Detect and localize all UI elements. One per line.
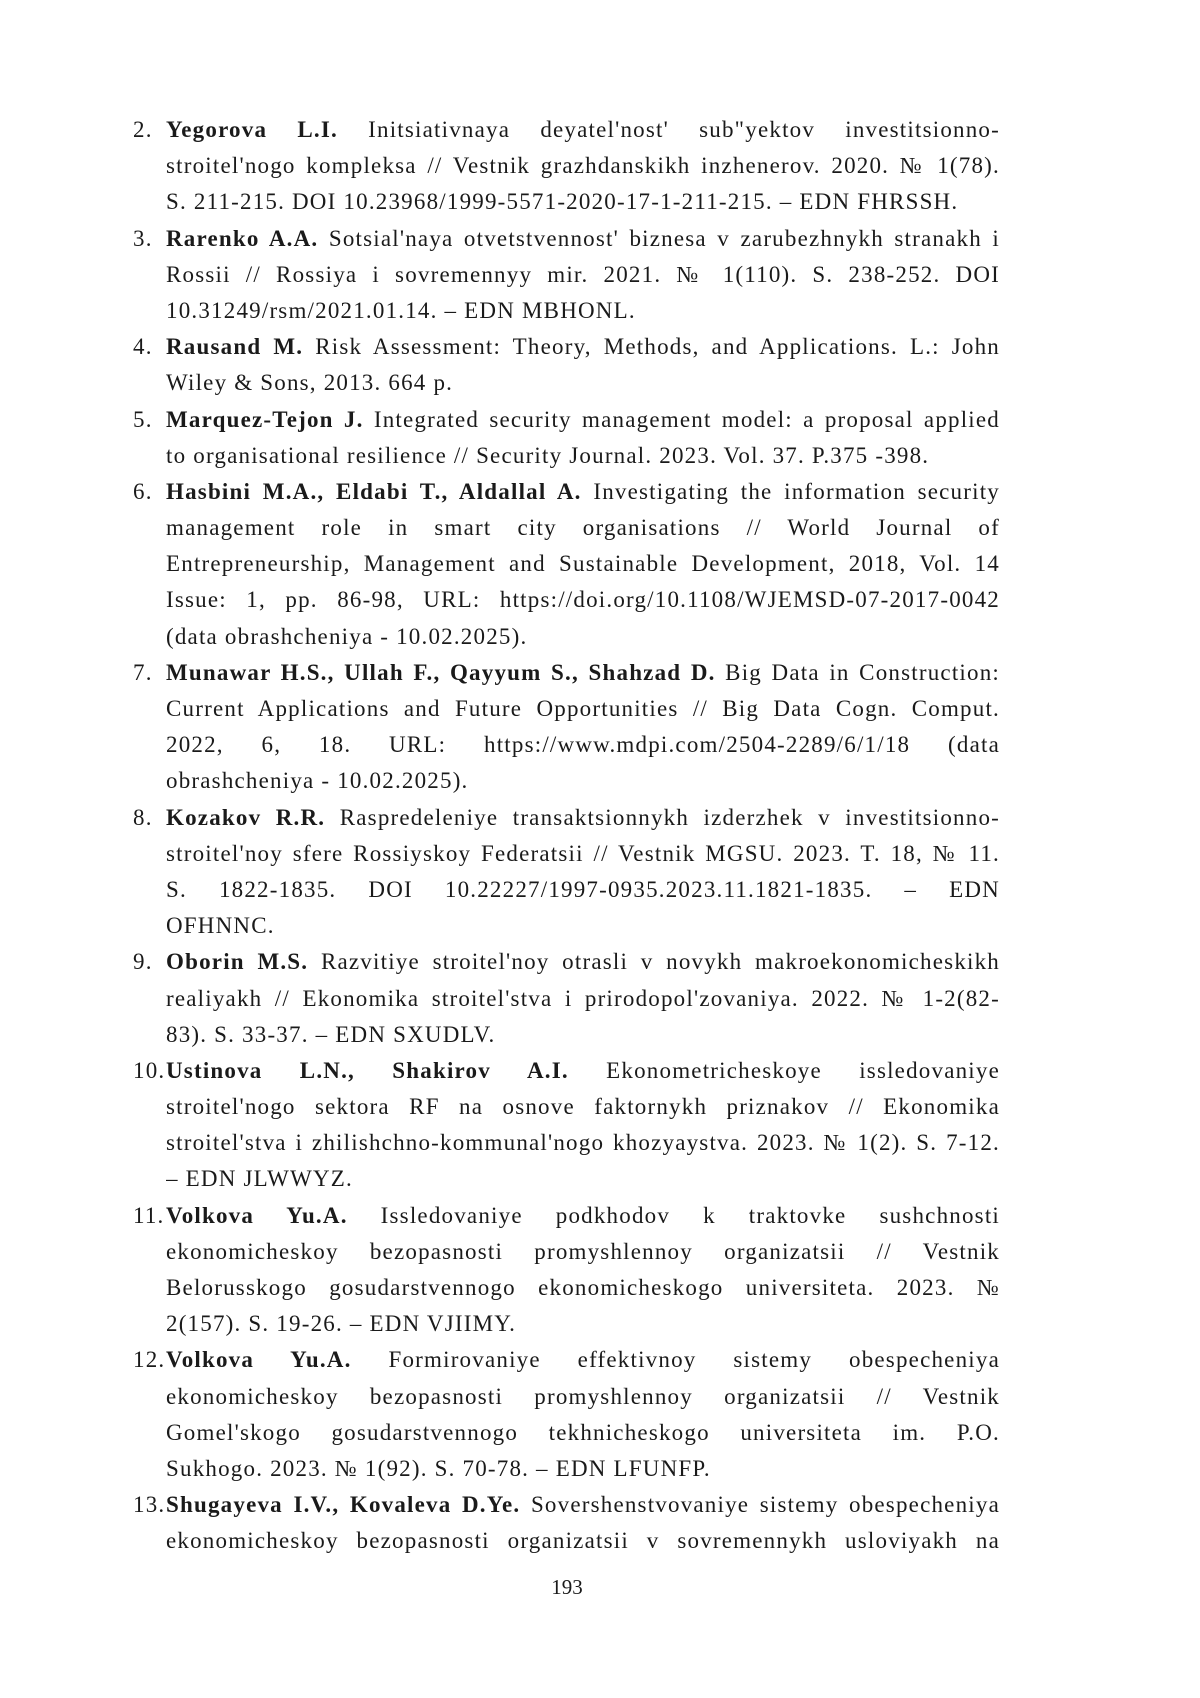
reference-line [166,1487,1000,1523]
reference-line-text: Issledovaniye podkhodov k traktovke sushchnosti [380,1202,1000,1228]
reference-text [166,944,1000,1053]
reference-line: stroitel'nogo sektora RF na osnove faktornykh priznakov // Ekonomika [166,1094,1000,1120]
reference-line: stroitel'nogo kompleksa // Vestnik grazhdanskikh inzhenerov. 2020. № 1(78). [166,153,1000,179]
reference-item [133,655,1000,800]
reference-line: – EDN JLWWYZ. [166,1166,353,1192]
reference-authors: Ustinova L.N., Shakirov A.I. [166,1057,569,1083]
reference-text [166,1342,1000,1487]
reference-text [166,221,1000,330]
reference-authors: Oborin M.S. [166,949,309,975]
reference-authors: Rausand M. [166,334,304,360]
reference-item [133,402,1000,474]
reference-line-text: Investigating the information security [593,478,1000,504]
reference-number: 9. [133,949,153,975]
reference-line: ekonomicheskoy bezopasnosti promyshlennoy organizatsii // Vestnik [166,1383,1000,1409]
reference-line: stroitel'stva i zhilishchno-kommunal'nogo khozyaystva. 2023. № 1(2). S. 7-12. [166,1130,1000,1156]
reference-line-text: Ekonometricheskoye issledovaniye [606,1057,1000,1083]
reference-line-text: Raspredeleniye transaktsionnykh izderzhek v investitsionno- [339,804,1000,830]
reference-line [166,1342,1000,1378]
reference-line [166,655,1000,691]
reference-number: 12. [133,1347,166,1373]
reference-line: Rossii // Rossiya i sovremennyy mir. 2021. № 1(110). S. 238-252. DOI [166,261,1000,287]
reference-authors: Rarenko A.A. [166,225,319,251]
reference-number: 10. [133,1057,166,1083]
reference-number: 3. [133,225,153,251]
reference-authors: Volkova Yu.A. [166,1202,348,1228]
reference-line: management role in smart city organisations // World Journal of [166,515,1000,541]
reference-line [166,474,1000,510]
reference-number: 7. [133,659,153,685]
reference-item [133,944,1000,1053]
reference-line-text: Initsiativnaya deyatel'nost' sub"yektov investitsionno- [368,117,1000,142]
reference-line: 2022, 6, 18. URL: https://www.mdpi.com/2504-2289/6/1/18 (data [166,732,1000,758]
reference-text [166,474,1000,655]
reference-line-text: Big Data in Construction: [725,659,1000,685]
reference-line: 2(157). S. 19-26. – EDN VJIIMY. [166,1311,517,1337]
reference-text [166,655,1000,800]
reference-line: stroitel'noy sfere Rossiyskoy Federatsii // Vestnik MGSU. 2023. T. 18, № 11. [166,840,1000,866]
reference-item [133,1342,1000,1487]
reference-line [166,1053,1000,1089]
reference-item [133,1053,1000,1198]
reference-line: Entrepreneurship, Management and Sustainable Development, 2018, Vol. 14 [166,551,1000,577]
reference-line [166,329,1000,365]
reference-line: ekonomicheskoy bezopasnosti promyshlennoy organizatsii // Vestnik [166,1238,1000,1264]
reference-line: Sukhogo. 2023. № 1(92). S. 70-78. – EDN LFUNFP. [166,1455,711,1481]
reference-text [166,112,1000,221]
reference-number: 5. [133,406,153,432]
reference-authors: Shugayeva I.V., Kovaleva D.Ye. [166,1492,521,1518]
reference-item [133,1198,1000,1343]
reference-authors: Marquez-Tejon J. [166,406,364,432]
reference-line: Gomel'skogo gosudarstvennogo tekhnicheskogo universiteta im. P.O. [166,1419,1000,1445]
reference-line: Current Applications and Future Opportunities // Big Data Cogn. Comput. [166,696,1000,721]
reference-line: to organisational resilience // Security Journal. 2023. Vol. 37. P.375 -398. [166,442,930,468]
reference-line-text: Formirovaniye effektivnoy sistemy obespecheniya [388,1347,1000,1373]
reference-line [166,944,1000,980]
reference-line: Issue: 1, pp. 86-98, URL: https://doi.org/10.1108/WJEMSD-07-2017-0042 [166,587,1000,613]
reference-line: obrashcheniya - 10.02.2025). [166,768,469,794]
reference-line: 83). S. 33-37. – EDN SXUDLV. [166,1021,496,1047]
reference-item [133,1487,1000,1559]
reference-line-text: Razvitiye stroitel'noy otrasli v novykh makroekonomicheskikh [320,949,1000,975]
reference-line [166,112,1000,148]
reference-item [133,474,1000,655]
reference-item [133,221,1000,330]
reference-line-text: Sovershenstvovaniye sistemy obespecheniya [530,1492,1000,1518]
reference-authors: Munawar H.S., Ullah F., Qayyum S., Shahzad D. [166,659,716,685]
reference-number: 13. [133,1492,166,1518]
reference-line: realiyakh // Ekonomika stroitel'stva i prirodopol'zovaniya. 2022. № 1-2(82- [166,985,1000,1011]
reference-item [133,800,1000,945]
reference-authors: Yegorova L.I. [166,117,338,142]
reference-number: 2. [133,117,153,142]
reference-list [133,112,1000,1560]
reference-number: 8. [133,804,153,830]
reference-line: S. 1822-1835. DOI 10.22227/1997-0935.2023.11.1821-1835. – EDN [166,876,1000,902]
reference-line: Wiley & Sons, 2013. 664 p. [166,370,454,396]
reference-authors: Kozakov R.R. [166,804,326,830]
reference-line [166,221,1000,257]
reference-text [166,329,1000,401]
reference-text [166,1053,1000,1198]
reference-text [166,402,1000,474]
reference-number: 11. [133,1202,165,1228]
reference-line: ekonomicheskoy bezopasnosti organizatsii v sovremennykh usloviyakh na [166,1528,1000,1554]
reference-authors: Volkova Yu.A. [166,1347,352,1373]
reference-item [133,112,1000,221]
page-number: 193 [551,1575,583,1599]
reference-line [166,1198,1000,1234]
reference-text [166,1198,1000,1343]
reference-number: 4. [133,334,153,360]
reference-line-text: Risk Assessment: Theory, Methods, and Applications. L.: John [315,334,1000,360]
reference-line: S. 211-215. DOI 10.23968/1999-5571-2020-17-1-211-215. – EDN FHRSSH. [166,189,959,215]
reference-line: OFHNNC. [166,913,275,939]
reference-line: 10.31249/rsm/2021.01.14. – EDN MBHONL. [166,297,636,323]
reference-line-text: Integrated security management model: a proposal applied [373,406,1000,432]
reference-line [166,800,1000,836]
reference-line [166,402,1000,438]
reference-authors: Hasbini M.A., Eldabi T., Aldallal A. [166,478,582,504]
reference-text [166,1487,1000,1559]
reference-line: Belorusskogo gosudarstvennogo ekonomicheskogo universiteta. 2023. № [166,1275,1000,1300]
reference-line: (data obrashcheniya - 10.02.2025). [166,623,528,649]
reference-line-text: Sotsial'naya otvetstvennost' biznesa v zarubezhnykh stranakh i [328,225,1000,251]
reference-item [133,329,1000,401]
reference-text [166,800,1000,945]
reference-number: 6. [133,478,153,504]
